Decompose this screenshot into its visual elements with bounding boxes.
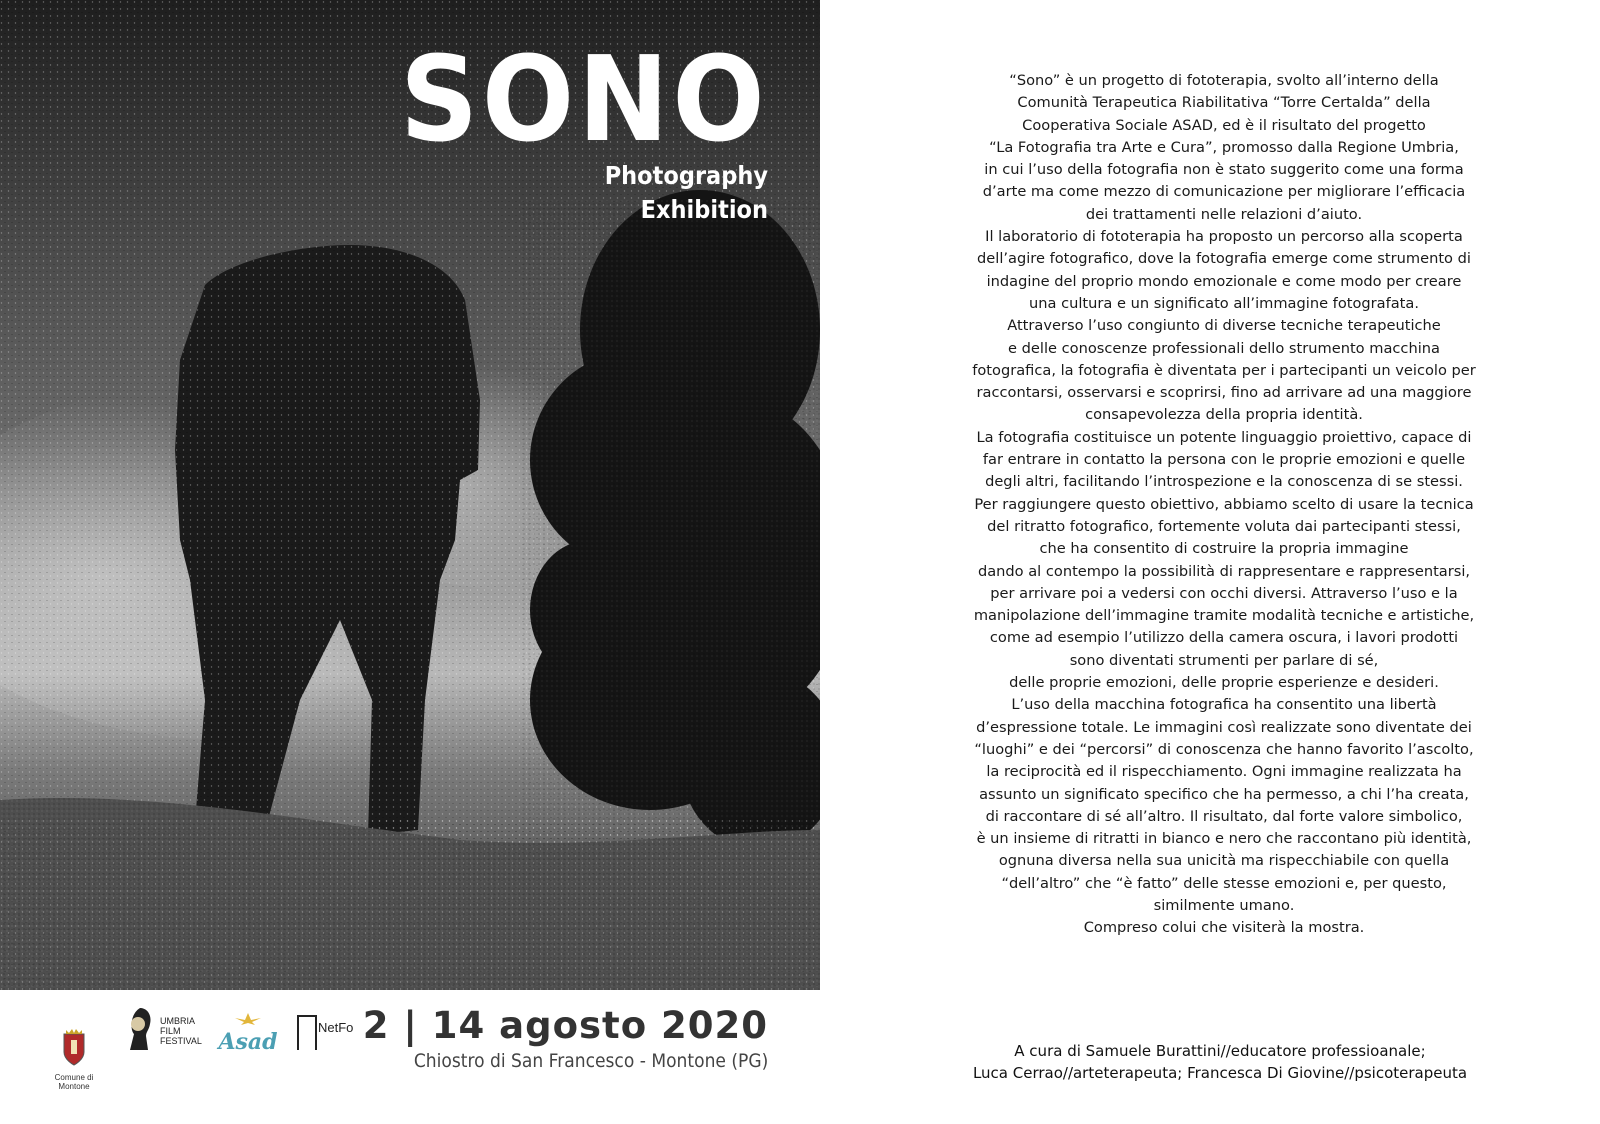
description-line: degli altri, facilitando l’introspezione e la conoscenza di se stessi. bbox=[985, 473, 1463, 491]
profile-portrait-icon bbox=[124, 1004, 156, 1054]
description-line: Il laboratorio di fototerapia ha proposto un percorso alla scoperta bbox=[985, 228, 1463, 246]
asad-wordmark: Asad bbox=[218, 1029, 278, 1055]
description-line: assunto un significato specifico che ha permesso, a chi l’ha creata, bbox=[979, 785, 1469, 803]
description-line: L’uso della macchina fotografica ha consentito una libertà bbox=[1011, 696, 1437, 714]
poster-subtitle-line2: Exhibition bbox=[640, 195, 768, 224]
description-line: Per raggiungere questo obiettivo, abbiamo scelto di usare la tecnica bbox=[974, 495, 1474, 513]
festival-word-2: FILM bbox=[160, 1026, 181, 1036]
event-info bbox=[363, 1004, 768, 1074]
description-line: “dell’altro” che “è fatto” delle stesse emozioni e, per questo, bbox=[1001, 874, 1447, 892]
poster-title-block bbox=[368, 30, 768, 226]
description-line: sono diventati strumenti per parlare di sé, bbox=[1069, 651, 1379, 669]
description-line: dei trattamenti nelle relazioni d’aiuto. bbox=[1085, 205, 1363, 223]
description-line: far entrare in contatto la persona con le proprie emozioni e quelle bbox=[982, 451, 1466, 469]
comune-label: Comune di Montone bbox=[54, 1073, 94, 1091]
netfo-logo bbox=[296, 1012, 366, 1056]
star-icon bbox=[233, 1012, 263, 1026]
festival-word-3: FESTIVAL bbox=[160, 1036, 202, 1046]
description-line: come ad esempio l’utilizzo della camera oscura, i lavori prodotti bbox=[989, 629, 1459, 647]
description-line: è un insieme di ritratti in bianco e nero che raccontano più identità, bbox=[976, 830, 1472, 848]
description-line: raccontarsi, osservarsi e scoprirsi, fino ad arrivare ad una maggiore bbox=[976, 384, 1472, 402]
description-line: e delle conoscenze professionali dello strumento macchina bbox=[1008, 339, 1440, 357]
description-line: la reciprocità ed il rispecchiamento. Ogni immagine realizzata ha bbox=[986, 763, 1462, 781]
description-line: indagine del proprio mondo emozionale e come modo per creare bbox=[986, 272, 1462, 290]
netfo-wordmark: NetFo bbox=[318, 1020, 354, 1035]
description-line: fotografica, la fotografia è diventata per i partecipanti un veicolo per bbox=[972, 361, 1476, 379]
description-line: “luoghi” e dei “percorsi” di conoscenza che hanno favorito l’ascolto, bbox=[974, 740, 1474, 758]
description-line: delle proprie emozioni, delle proprie esperienze e desideri. bbox=[1009, 674, 1439, 692]
poster-image bbox=[0, 0, 820, 990]
description-line: per arrivare poi a vedersi con occhi diversi. Attraverso l’uso e la bbox=[990, 584, 1458, 602]
umbria-film-festival-logo bbox=[124, 1004, 204, 1064]
project-description bbox=[924, 70, 1524, 940]
description-line: dando al contempo la possibilità di rappresentare e rappresentarsi, bbox=[977, 562, 1471, 580]
description-line: Comunità Terapeutica Riabilitativa “Torre Certalda” della bbox=[1017, 94, 1431, 112]
description-line: dell’agire fotografico, dove la fotografia emerge come strumento di bbox=[977, 250, 1471, 268]
asad-logo bbox=[218, 1012, 278, 1062]
description-line: “Sono” è un progetto di fototerapia, svolto all’interno della bbox=[1009, 72, 1439, 89]
description-line: una cultura e un significato all’immagine fotografata. bbox=[1028, 294, 1419, 312]
description-line: d’arte ma come mezzo di comunicazione per migliorare l’efficacia bbox=[982, 183, 1466, 201]
credits-line-2: Luca Cerrao//arteterapeuta; Francesca Di Giovine//psicoterapeuta bbox=[972, 1064, 1468, 1082]
crest-icon bbox=[60, 1028, 88, 1068]
description-line: che ha consentito di costruire la propria immagine bbox=[1039, 540, 1409, 558]
festival-word-1: UMBRIA bbox=[160, 1016, 196, 1026]
comune-logo bbox=[48, 1028, 100, 1091]
credits-line-1: A cura di Samuele Burattini//educatore professioanale; bbox=[1014, 1042, 1426, 1060]
poster-subtitle-line1: Photography bbox=[604, 161, 768, 190]
event-date: 2 | 14 agosto 2020 bbox=[362, 1004, 768, 1047]
event-location: Chiostro di San Francesco - Montone (PG) bbox=[413, 1050, 768, 1072]
netfo-mark-icon bbox=[296, 1012, 320, 1052]
description-line: del ritratto fotografico, fortemente voluta dai partecipanti stessi, bbox=[987, 517, 1461, 535]
description-line: d’espressione totale. Le immagini così realizzate sono diventate dei bbox=[976, 718, 1472, 736]
credits bbox=[920, 1040, 1520, 1084]
description-line: La fotografia costituisce un potente linguaggio proiettivo, capace di bbox=[976, 428, 1472, 446]
description-line: consapevolezza della propria identità. bbox=[1085, 406, 1363, 424]
description-line: Attraverso l’uso congiunto di diverse tecniche terapeutiche bbox=[1007, 317, 1441, 335]
description-line: Compreso colui che visiterà la mostra. bbox=[1083, 919, 1365, 937]
poster-footer bbox=[0, 990, 820, 1124]
description-line: di raccontare di sé all’altro. Il risultato, dal forte valore simbolico, bbox=[985, 807, 1463, 825]
description-line: in cui l’uso della fotografia non è stato suggerito come una forma bbox=[984, 161, 1464, 179]
description-line: ognuna diversa nella sua unicità ma rispecchiabile con quella bbox=[998, 852, 1450, 870]
description-line: manipolazione dell’immagine tramite modalità tecniche e artistiche, bbox=[973, 607, 1475, 625]
poster-title: SONO bbox=[399, 30, 768, 168]
description-line: Cooperativa Sociale ASAD, ed è il risultato del progetto bbox=[1022, 116, 1426, 134]
description-line: “La Fotografia tra Arte e Cura”, promosso dalla Regione Umbria, bbox=[989, 138, 1459, 156]
description-line: similmente umano. bbox=[1153, 896, 1295, 914]
